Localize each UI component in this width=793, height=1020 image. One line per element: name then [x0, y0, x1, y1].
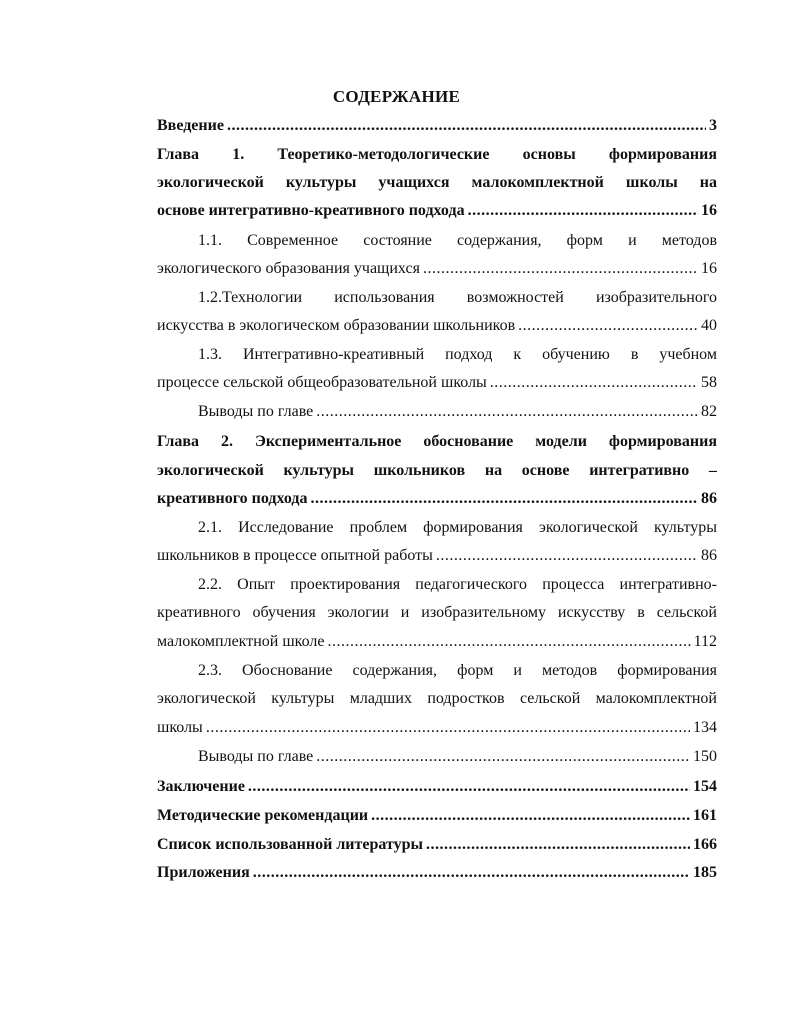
toc-entry-bibliography	[157, 834, 717, 856]
toc-chapter2-line2: экологической культуры школьников на основе интегративно –	[157, 462, 717, 479]
leader-dots	[328, 631, 691, 653]
toc-page-number: 86	[701, 547, 717, 564]
toc-entry-text: Методические рекомендации	[157, 807, 369, 824]
leader-dots	[426, 834, 690, 856]
toc-page-number: 154	[693, 778, 717, 795]
toc-chapter2-conclusions	[198, 746, 717, 768]
toc-entry-text: экологического образования учащихся	[157, 260, 420, 277]
leader-dots	[310, 488, 698, 510]
toc-section-2-1-line2	[157, 545, 717, 567]
toc-entry-intro	[157, 115, 717, 137]
toc-entry-text: основе интегративно-креативного подхода	[157, 202, 465, 219]
toc-entry-text: Список использованной литературы	[157, 836, 423, 853]
toc-chapter2-line3	[157, 488, 717, 510]
toc-entry-text: малокомплектной школе	[157, 633, 325, 650]
toc-entry-text: Выводы по главе	[198, 403, 314, 420]
leader-dots	[490, 372, 698, 394]
toc-entry-text: школы	[157, 719, 203, 736]
toc-section-2-1-line1: 2.1. Исследование проблем формирования экологической культуры	[198, 519, 717, 536]
toc-section-2-3-line2: экологической культуры младших подростков сельской малокомплектной	[157, 690, 717, 707]
leader-dots	[206, 717, 690, 739]
toc-entry-text: Выводы по главе	[198, 748, 314, 765]
leader-dots	[468, 200, 698, 222]
toc-chapter1-line3	[157, 200, 717, 222]
leader-dots	[227, 115, 706, 137]
leader-dots	[253, 862, 690, 884]
toc-page-number: 3	[709, 117, 717, 134]
toc-page-number: 40	[701, 317, 717, 334]
leader-dots	[423, 258, 698, 280]
leader-dots	[518, 315, 698, 337]
toc-section-2-2-line2: креативного обучения экологии и изобразительному искусству в сельской	[157, 604, 717, 621]
toc-entry-text: Заключение	[157, 778, 245, 795]
toc-entry-text: школьников в процессе опытной работы	[157, 547, 433, 564]
toc-entry-appendices	[157, 862, 717, 884]
toc-entry-conclusion	[157, 776, 717, 798]
leader-dots	[371, 805, 690, 827]
toc-chapter1-line1: Глава 1. Теоретико-методологические основы формирования	[157, 146, 717, 163]
toc-page-number: 58	[701, 374, 717, 391]
leader-dots	[316, 401, 698, 423]
leader-dots	[436, 545, 698, 567]
toc-chapter1-conclusions	[198, 401, 717, 423]
leader-dots	[248, 776, 690, 798]
toc-page-number: 166	[693, 836, 717, 853]
toc-chapter2-line1: Глава 2. Экспериментальное обоснование модели формирования	[157, 433, 717, 450]
toc-entry-text: Введение	[157, 117, 224, 134]
toc-entry-recommendations	[157, 805, 717, 827]
toc-section-1-1-line1: 1.1. Современное состояние содержания, форм и методов	[198, 232, 717, 249]
toc-section-1-2-line2	[157, 315, 717, 337]
toc-page-number: 86	[701, 490, 717, 507]
toc-page-number: 16	[701, 260, 717, 277]
leader-dots	[316, 746, 690, 768]
toc-entry-text: креативного подхода	[157, 490, 308, 507]
toc-page-number: 161	[693, 807, 717, 824]
toc-page-number: 185	[693, 864, 717, 881]
toc-section-2-3-line1: 2.3. Обоснование содержания, форм и методов формирования	[198, 662, 717, 679]
toc-title: СОДЕРЖАНИЕ	[332, 87, 461, 106]
toc-section-2-2-line3	[157, 631, 717, 653]
toc-section-1-1-line2	[157, 258, 717, 280]
toc-page-number: 16	[701, 202, 717, 219]
toc-page-number: 150	[693, 748, 717, 765]
toc-entry-text: искусства в экологическом образовании школьников	[157, 317, 516, 334]
toc-section-1-3-line1: 1.3. Интегративно-креативный подход к обучению в учебном	[198, 346, 717, 363]
toc-page-number: 112	[693, 633, 717, 650]
toc-chapter1-line2: экологической культуры учащихся малокомплектной школы на	[157, 174, 717, 191]
toc-section-2-3-line3	[157, 717, 717, 739]
toc-entry-text: процессе сельской общеобразовательной школы	[157, 374, 487, 391]
toc-section-1-2-line1: 1.2.Технологии использования возможностей изобразительного	[198, 289, 717, 306]
toc-page-number: 134	[693, 719, 717, 736]
toc-page-number: 82	[701, 403, 717, 420]
toc-section-2-2-line1: 2.2. Опыт проектирования педагогического процесса интегративно-	[198, 576, 717, 593]
toc-entry-text: Приложения	[157, 864, 250, 881]
toc-section-1-3-line2	[157, 372, 717, 394]
